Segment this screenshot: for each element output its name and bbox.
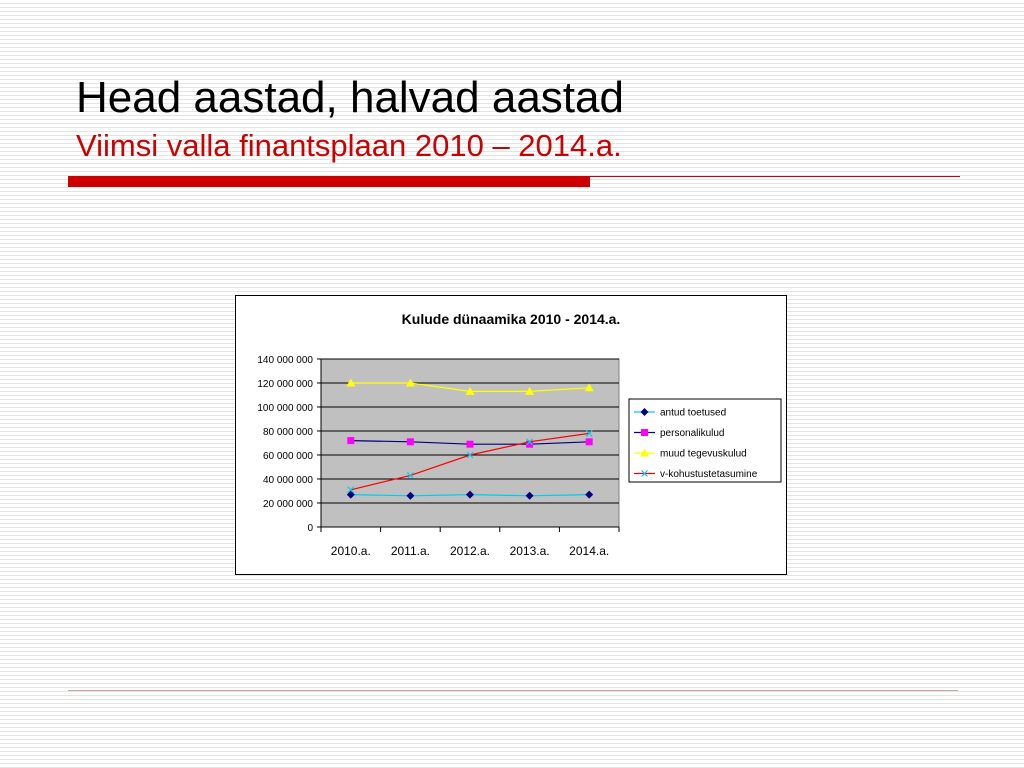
legend-marker	[641, 429, 648, 436]
title-underline-line	[590, 176, 960, 177]
legend-label: personalikulud	[660, 428, 725, 439]
data-point	[467, 441, 474, 448]
slide-title: Head aastad, halvad aastad	[76, 73, 624, 122]
x-tick-label: 2012.a.	[449, 544, 491, 558]
data-point	[586, 438, 593, 445]
y-tick-label: 80 000 000	[262, 427, 313, 438]
y-tick-label: 0	[307, 523, 313, 534]
y-tick-label: 100 000 000	[257, 403, 313, 414]
data-point	[407, 438, 414, 445]
legend	[629, 399, 781, 482]
y-tick-label: 120 000 000	[257, 379, 313, 390]
line-chart	[236, 296, 786, 574]
chart-container	[235, 295, 787, 575]
y-tick-label: 40 000 000	[262, 475, 313, 486]
title-underline-bar	[68, 176, 590, 187]
legend-label: muud tegevuskulud	[660, 448, 747, 460]
y-tick-label: 60 000 000	[262, 451, 313, 462]
chart-title: Kulude dünaamika 2010 - 2014.a.	[401, 311, 621, 327]
x-tick-label: 2011.a.	[390, 544, 430, 558]
x-tick-label: 2014.a.	[569, 544, 610, 558]
data-point	[347, 437, 354, 444]
legend-label: antud toetused	[660, 407, 727, 419]
x-tick-label: 2010.a.	[330, 544, 371, 558]
footer-divider	[68, 690, 958, 691]
x-tick-label: 2013.a.	[509, 544, 550, 558]
legend-label: v-kohustustetasumine	[660, 469, 758, 480]
y-tick-label: 20 000 000	[262, 499, 313, 510]
slide-subtitle: Viimsi valla finantsplaan 2010 – 2014.a.	[76, 128, 622, 163]
y-tick-label: 140 000 000	[257, 355, 313, 366]
